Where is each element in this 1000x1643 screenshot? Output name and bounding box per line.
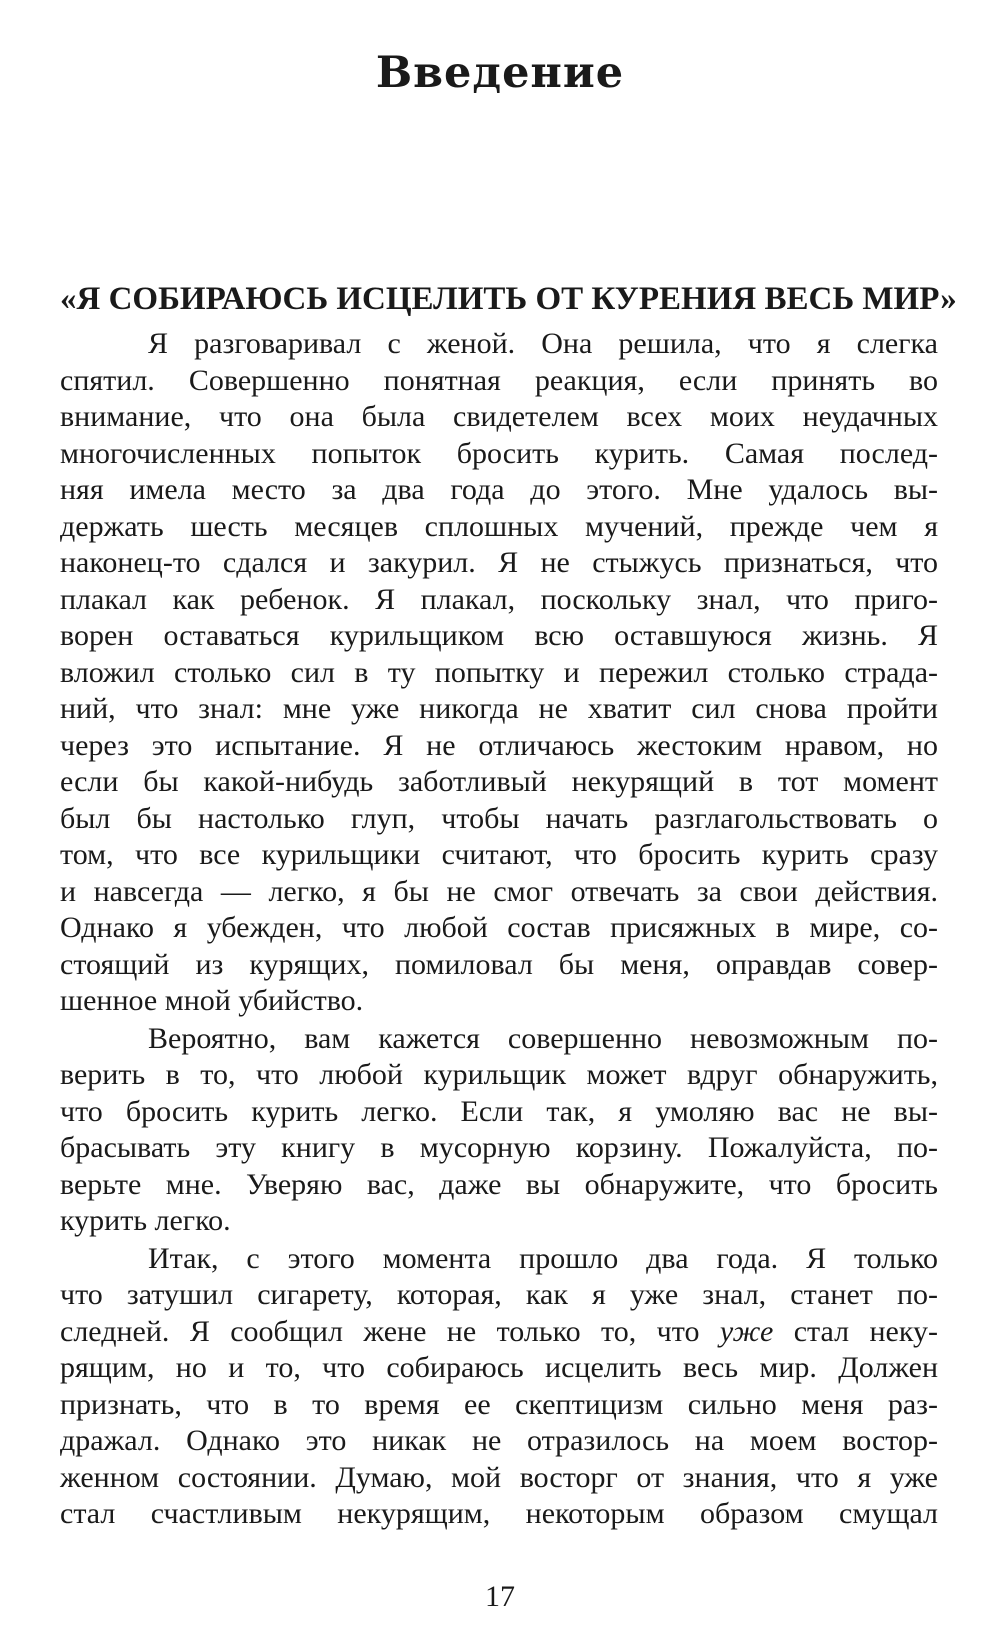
text-line: Однако я убежден, что любой состав присяжных в мире, со- <box>60 911 938 944</box>
text-line: верить в то, что любой курильщик может вдруг обнаружить, <box>60 1058 938 1091</box>
text-line: Вероятно, вам кажется совершенно невозможным по- <box>148 1021 938 1055</box>
emphasis: уже <box>719 1314 774 1348</box>
text-line: брасывать эту книгу в мусорную корзину. Пожалуйста, по- <box>60 1131 938 1164</box>
text-line: был бы настолько глуп, чтобы начать разглагольствовать о <box>60 801 938 835</box>
text-line: стал счастливым некурящим, некоторым образом смущал <box>60 1497 938 1530</box>
text-line: держать шесть месяцев сплошных мучений, прежде чем я <box>60 509 938 543</box>
page-title: Введение <box>375 48 625 98</box>
text-line: и навсегда — легко, я бы не смог отвечать за свои действия. <box>60 874 938 908</box>
text-line: вложил столько сил в ту попытку и пережил столько страда- <box>60 655 938 689</box>
text-line: рящим, но и то, что собираюсь исцелить весь мир. Должен <box>60 1351 938 1384</box>
text-line: курить легко. <box>60 1204 231 1237</box>
page-number: 17 <box>485 1580 515 1613</box>
text-line: наконец-то сдался и закурил. Я не стыжусь признаться, что <box>60 546 938 579</box>
text-line: женном состоянии. Думаю, мой восторг от знания, что я уже <box>60 1460 938 1494</box>
paragraph <box>60 326 938 1020</box>
text-line: верьте мне. Уверяю вас, даже вы обнаружите, что бросить <box>60 1167 938 1201</box>
paragraph <box>60 1241 938 1533</box>
paragraph <box>60 1021 938 1240</box>
text-line: шенное мной убийство. <box>60 984 364 1017</box>
text-line: спятил. Совершенно понятная реакция, если принять во <box>60 363 938 397</box>
text-line: следней. Я сообщил жене не только то, что уже стал неку- <box>60 1314 938 1348</box>
text-line: внимание, что она была свидетелем всех моих неудачных <box>60 400 938 433</box>
text-line: том, что все курильщики считают, что бросить курить сразу <box>60 838 938 871</box>
section-heading: «Я СОБИРАЮСЬ ИСЦЕЛИТЬ ОТ КУРЕНИЯ ВЕСЬ МИР» <box>60 281 957 317</box>
text-line: через это испытание. Я не отличаюсь жестоким нравом, но <box>60 728 938 762</box>
text-line: что бросить курить легко. Если так, я умоляю вас не вы- <box>60 1094 938 1128</box>
text-line: стоящий из курящих, помиловал бы меня, оправдав совер- <box>60 947 938 981</box>
text-line: ворен оставаться курильщиком всю оставшуюся жизнь. Я <box>60 619 938 652</box>
text-line: признать, что в то время ее скептицизм сильно меня раз- <box>60 1387 938 1421</box>
text-line: если бы какой-нибудь заботливый некурящий в тот момент <box>60 765 938 798</box>
body-text <box>60 326 938 1533</box>
text-line: ний, что знал: мне уже никогда не хватит сил снова пройти <box>60 692 938 725</box>
text-line: плакал как ребенок. Я плакал, поскольку знал, что приго- <box>60 582 938 616</box>
text-line: что затушил сигарету, которая, как я уже знал, станет по- <box>60 1278 938 1311</box>
text-line: Я разговаривал с женой. Она решила, что я слегка <box>148 327 938 360</box>
text-line: дражал. Однако это никак не отразилось на моем востор- <box>60 1424 938 1457</box>
text-line: многочисленных попыток бросить курить. Самая послед- <box>60 436 938 470</box>
text-line: Итак, с этого момента прошло два года. Я только <box>148 1241 938 1275</box>
text-line: няя имела место за два года до этого. Мне удалось вы- <box>60 473 938 506</box>
